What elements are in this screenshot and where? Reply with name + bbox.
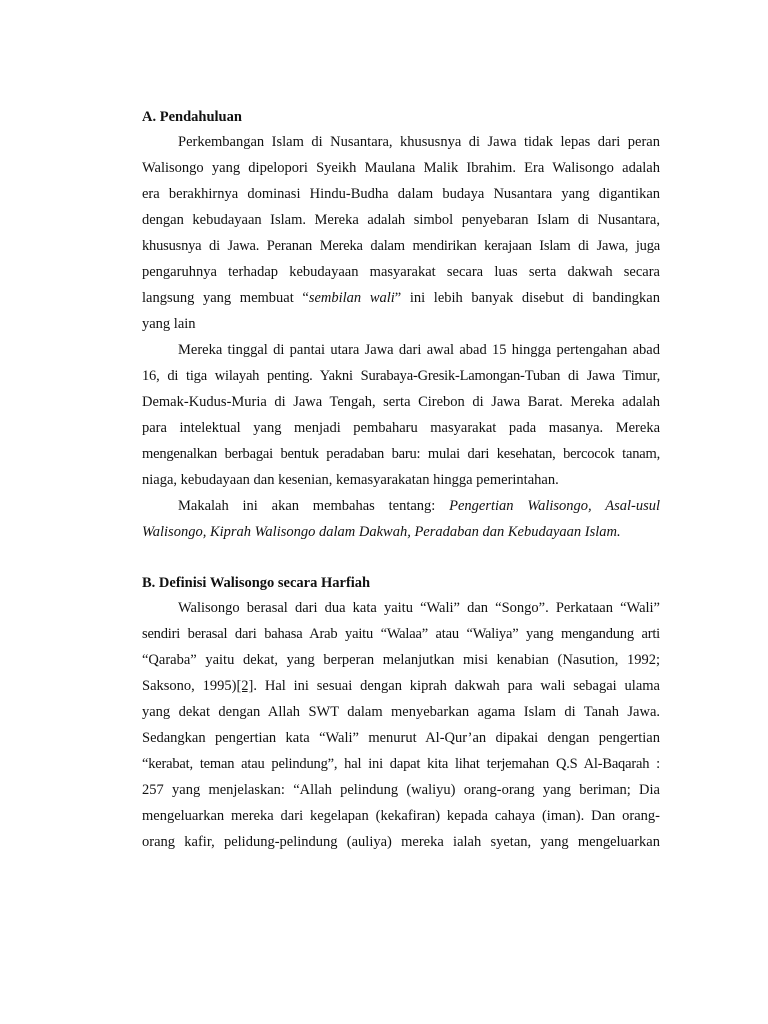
text-run: Makalah ini akan membahas tentang: (178, 498, 450, 514)
paragraph-line: Walisongo yang dipelopori Syeikh Maulana Malik Ibrahim. Era Walisongo adalah (142, 160, 660, 176)
paragraph-line: Perkembangan Islam di Nusantara, khususnya di Jawa tidak lepas dari peran (178, 134, 660, 150)
paragraph-line: Mereka tinggal di pantai utara Jawa dari awal abad 15 hingga pertengahan abad (178, 342, 660, 358)
paragraph-line (178, 496, 660, 516)
paragraph-line: mengeluarkan mereka dari kegelapan (kekafiran) kepada cahaya (iman). Dan orang- (142, 808, 660, 824)
paragraph-line: pengaruhnya terhadap kebudayaan masyarakat secara luas serta dakwah secara (142, 264, 660, 280)
paragraph-line: mengenalkan berbagai bentuk peradaban baru: mulai dari kesehatan, bercocok tanam, (142, 446, 660, 462)
italic-term: Pengertian Walisongo, Asal-usul (449, 498, 660, 514)
paragraph-line: era berakhirnya dominasi Hindu-Budha dalam budaya Nusantara yang digantikan (142, 186, 660, 202)
section-b-heading: B. Definisi Walisongo secara Harfiah (142, 575, 371, 591)
citation-link[interactable]: [2] (236, 678, 254, 694)
text-run: . Hal ini sesuai dengan kiprah dakwah para wali sebagai ulama (253, 678, 660, 694)
paragraph-line: yang lain (142, 316, 196, 332)
paragraph-line (142, 288, 660, 308)
paragraph-line: niaga, kebudayaan dan kesenian, kemasyarakatan hingga pemerintahan. (142, 472, 559, 488)
text-run: langsung yang membuat “ (142, 290, 309, 306)
paragraph-line: para intelektual yang menjadi pembaharu masyarakat pada masanya. Mereka (142, 420, 660, 436)
paragraph-line: 257 yang menjelaskan: “Allah pelindung (waliyu) orang-orang yang beriman; Dia (142, 782, 660, 798)
paragraph-line: sendiri berasal dari bahasa Arab yaitu “Walaa” atau “Waliya” yang mengandung arti (142, 626, 660, 642)
italic-term: Walisongo, Kiprah Walisongo dalam Dakwah, Peradaban dan Kebudayaan Islam. (142, 524, 621, 540)
paragraph-line: yang dekat dengan Allah SWT dalam menyebarkan agama Islam di Tanah Jawa. (142, 704, 660, 720)
paragraph-line: 16, di tiga wilayah penting. Yakni Surabaya-Gresik-Lamongan-Tuban di Jawa Timur, (142, 368, 660, 384)
paragraph-line: Demak-Kudus-Muria di Jawa Tengah, serta Cirebon di Jawa Barat. Mereka adalah (142, 394, 660, 410)
paragraph-line: “kerabat, teman atau pelindung”, hal ini dapat kita lihat terjemahan Q.S Al-Baqarah : (142, 756, 660, 772)
paragraph-line (142, 676, 660, 696)
paragraph-line: Walisongo berasal dari dua kata yaitu “Wali” dan “Songo”. Perkataan “Wali” (178, 600, 660, 616)
paragraph-line: Sedangkan pengertian kata “Wali” menurut Al-Qur’an dipakai dengan pengertian (142, 730, 660, 746)
paragraph-line: khususnya di Jawa. Peranan Mereka dalam mendirikan kerajaan Islam di Jawa, juga (142, 238, 660, 254)
section-a-heading: A. Pendahuluan (142, 109, 242, 125)
italic-term: sembilan wali (308, 290, 395, 306)
text-run: ” ini lebih banyak disebut di bandingkan (394, 290, 660, 306)
paragraph-line: orang kafir, pelidung-pelindung (auliya) mereka ialah syetan, yang mengeluarkan (142, 834, 660, 850)
text-run: Saksono, 1995) (142, 678, 237, 694)
paragraph-line: dengan kebudayaan Islam. Mereka adalah simbol penyebaran Islam di Nusantara, (142, 212, 660, 228)
paragraph-line: “Qaraba” yaitu dekat, yang berperan melanjutkan misi kenabian (Nasution, 1992; (142, 652, 660, 668)
paragraph-line (142, 522, 660, 542)
